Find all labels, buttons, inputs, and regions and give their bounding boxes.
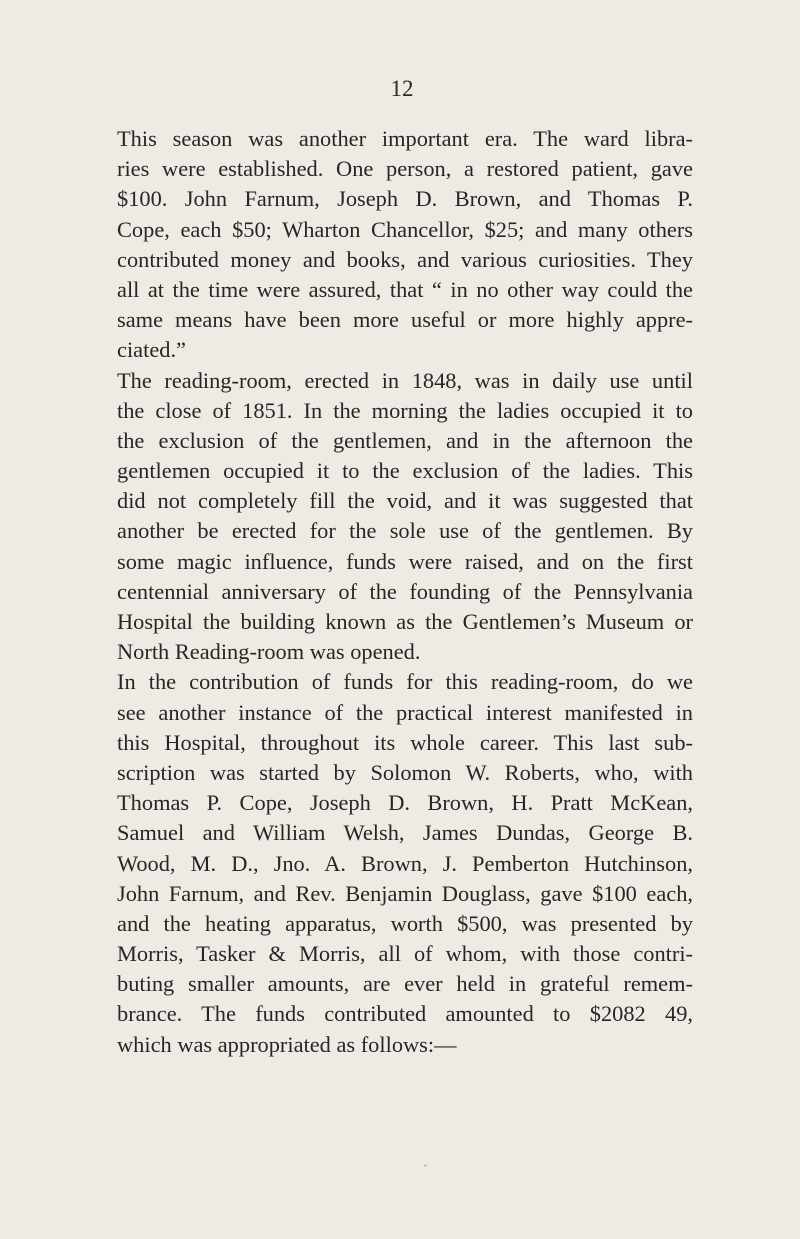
text-line: scription was started by Solomon W. Roberts, who, with (117, 759, 693, 785)
text-line: $100. John Farnum, Joseph D. Brown, and Thomas P. (117, 186, 693, 212)
text-line: this Hospital, throughout its whole career. This last sub- (117, 729, 693, 755)
text-line: and the heating apparatus, worth $500, was presented by (117, 910, 693, 936)
print-speck (424, 1164, 427, 1167)
text-line: This season was another important era. The ward libra- (117, 126, 693, 151)
text-line: John Farnum, and Rev. Benjamin Douglass, gave $100 each, (117, 880, 693, 906)
text-line: some magic influence, funds were raised, and on the first (117, 548, 693, 574)
text-line: Samuel and William Welsh, James Dundas, George B. (117, 820, 693, 846)
text-line: ciated.” (117, 337, 186, 363)
text-line: all at the time were assured, that “ in no other way could the (117, 276, 693, 302)
text-line: see another instance of the practical interest manifested in (117, 699, 693, 725)
text-line: centennial anniversary of the founding of the Pennsylvania (117, 578, 693, 604)
text-line: gentlemen occupied it to the exclusion of the ladies. This (117, 458, 693, 484)
text-line: ries were established. One person, a restored patient, gave (117, 156, 693, 182)
text-line: Hospital the building known as the Gentlemen’s Museum or (117, 609, 693, 634)
text-line: Wood, M. D., Jno. A. Brown, J. Pemberton Hutchinson, (117, 850, 693, 876)
text-line: another be erected for the sole use of the gentlemen. By (117, 518, 693, 544)
text-line: Cope, each $50; Wharton Chancellor, $25; and many others (117, 216, 693, 242)
text-line: buting smaller amounts, are ever held in grateful remem- (117, 971, 693, 997)
body-text (117, 124, 693, 1060)
text-line: did not completely fill the void, and it was suggested that (117, 488, 693, 514)
text-line: same means have been more useful or more highly appre- (117, 307, 693, 333)
text-line: Morris, Tasker & Morris, all of whom, with those contri- (117, 941, 693, 967)
text-line: the close of 1851. In the morning the ladies occupied it to (117, 397, 693, 423)
text-line: contributed money and books, and various curiosities. They (117, 246, 693, 272)
page-number: 12 (390, 76, 414, 101)
text-line: brance. The funds contributed amounted to $2082 49, (117, 1001, 693, 1027)
print-speck (401, 1017, 405, 1021)
text-line: the exclusion of the gentlemen, and in the afternoon the (117, 427, 693, 453)
text-line: The reading-room, erected in 1848, was in daily use until (117, 367, 693, 393)
text-line: In the contribution of funds for this reading-room, do we (117, 669, 693, 695)
text-line: North Reading-room was opened. (117, 639, 421, 665)
text-line: which was appropriated as follows:— (117, 1031, 457, 1057)
text-line: Thomas P. Cope, Joseph D. Brown, H. Pratt McKean, (117, 790, 693, 816)
